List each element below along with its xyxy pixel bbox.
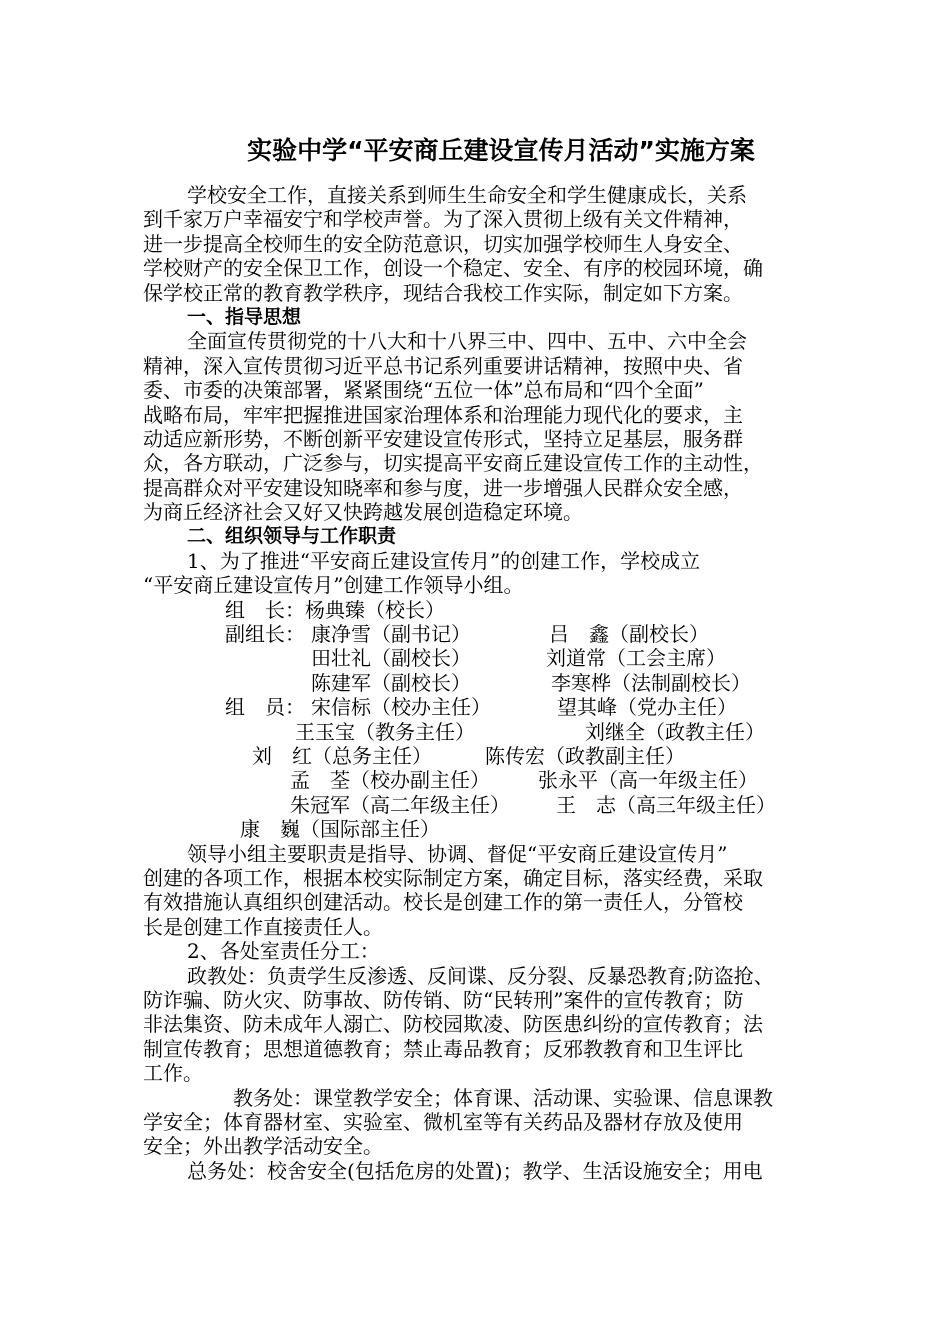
group-deputy: 李寒桦（法制副校长） — [551, 670, 751, 695]
paragraph-line: 工作。 — [143, 1061, 203, 1086]
section-heading: 二、组织领导与工作职责 — [187, 525, 397, 548]
member-label: 组 员： — [225, 695, 305, 720]
group-member: 王玉宝（教务主任） — [295, 719, 475, 744]
paragraph-line: 进一步提高全校师生的安全防范意识，切实加强学校师生人身安全、 — [143, 231, 743, 256]
paragraph-line: 有效措施认真组织创建活动。校长是创建工作的第一责任人，分管校 — [143, 890, 743, 915]
paragraph-line: 保学校正常的教育教学秩序，现结合我校工作实际，制定如下方案。 — [143, 280, 743, 305]
paragraph-line: 领导小组主要职责是指导、协调、督促“平安商丘建设宣传月” — [187, 841, 728, 866]
group-list — [143, 598, 808, 818]
paragraph-line: 政教处：负责学生反渗透、反间谍、反分裂、反暴恐教育;防盗抢、 — [187, 963, 774, 988]
paragraph-line: 战略布局，牢牢把握推进国家治理体系和治理能力现代化的要求，主 — [143, 402, 743, 427]
group-deputy: 刘道常（工会主席） — [546, 646, 726, 671]
paragraph-line: 提高群众对平安建设知晓率和参与度，进一步增强人民群众安全感， — [143, 475, 743, 500]
paragraph-line: 防诈骗、防火灾、防事故、防传销、防“民转刑”案件的宣传教育；防 — [143, 987, 744, 1012]
group-member: 刘继全（政教主任） — [585, 719, 765, 744]
group-leader: 组 长：杨典臻（校长） — [225, 597, 445, 622]
group-member: 朱冠军（高二年级主任） — [290, 792, 510, 817]
group-deputy: 田壮礼（副校长） — [311, 646, 471, 671]
document-body — [143, 183, 808, 1183]
paragraph-line: 1、为了推进“平安商丘建设宣传月”的创建工作，学校成立 — [187, 548, 701, 573]
group-deputy: 陈建军（副校长） — [311, 670, 471, 695]
group-member: 刘 红（总务主任） — [252, 744, 432, 769]
document-title: 实验中学“平安商丘建设宣传月活动”实施方案 — [247, 136, 755, 165]
paragraph-line: 安全；外出教学活动安全。 — [143, 1134, 383, 1159]
group-member: 陈传宏（政教副主任） — [485, 744, 685, 769]
group-member: 孟 荃（校办副主任） — [290, 768, 490, 793]
group-member: 王 志（高三年级主任） — [556, 792, 776, 817]
group-deputy: 吕 鑫（副校长） — [549, 622, 709, 647]
paragraph-line: 创建的各项工作，根据本校实际制定方案，确定目标，落实经费，采取 — [143, 866, 763, 891]
paragraph-line: 为商丘经济社会又好又快跨越发展创造稳定环境。 — [143, 500, 583, 525]
deputy-label: 副组长： — [225, 622, 305, 647]
paragraph-line: 到千家万户幸福安宁和学校声誉。为了深入贯彻上级有关文件精神， — [143, 207, 743, 232]
paragraph-line: 制宣传教育；思想道德教育；禁止毒品教育；反邪教教育和卫生评比 — [143, 1036, 743, 1061]
section-heading: 一、指导思想 — [187, 305, 302, 328]
paragraph-line: 学校财产的安全保卫工作，创设一个稳定、安全、有序的校园环境，确 — [143, 256, 763, 281]
paragraph-line: 全面宣传贯彻党的十八大和十八界三中、四中、五中、六中全会 — [187, 329, 747, 354]
paragraph-line: 动适应新形势，不断创新平安建设宣传形式，坚持立足基层，服务群 — [143, 426, 743, 451]
paragraph-line: 委、市委的决策部署，紧紧围绕“五位一体”总布局和“四个全面” — [143, 378, 704, 403]
paragraph-line: 学安全；体育器材室、实验室、微机室等有关药品及器材存放及使用 — [143, 1109, 743, 1134]
group-member: 望其峰（党办主任） — [557, 695, 737, 720]
paragraph-line: 众，各方联动，广泛参与，切实提高平安商丘建设宣传工作的主动性， — [143, 451, 763, 476]
paragraph-line: 2、各处室责任分工： — [187, 939, 380, 964]
group-member: 宋信标（校办主任） — [311, 695, 491, 720]
group-deputy: 康净雪（副书记） — [311, 622, 471, 647]
group-member: 张永平（高一年级主任） — [538, 768, 758, 793]
group-member: 康 巍（国际部主任） — [240, 817, 440, 842]
paragraph-line: 长是创建工作直接责任人。 — [143, 914, 383, 939]
paragraph-line: 学校安全工作，直接关系到师生生命安全和学生健康成长，关系 — [187, 183, 747, 207]
paragraph-line: 总务处：校舍安全(包括危房的处置)；教学、生活设施安全；用电 — [187, 1158, 763, 1183]
paragraph-line: 非法集资、防未成年人溺亡、防校园欺凌、防医患纠纷的宣传教育；法 — [143, 1012, 763, 1037]
paragraph-line: “平安商丘建设宣传月”创建工作领导小组。 — [143, 573, 524, 598]
paragraph-line: 精神，深入宣传贯彻习近平总书记系列重要讲话精神，按照中央、省 — [143, 353, 743, 378]
paragraph-line: 教务处：课堂教学安全；体育课、活动课、实验课、信息课教 — [233, 1085, 773, 1110]
